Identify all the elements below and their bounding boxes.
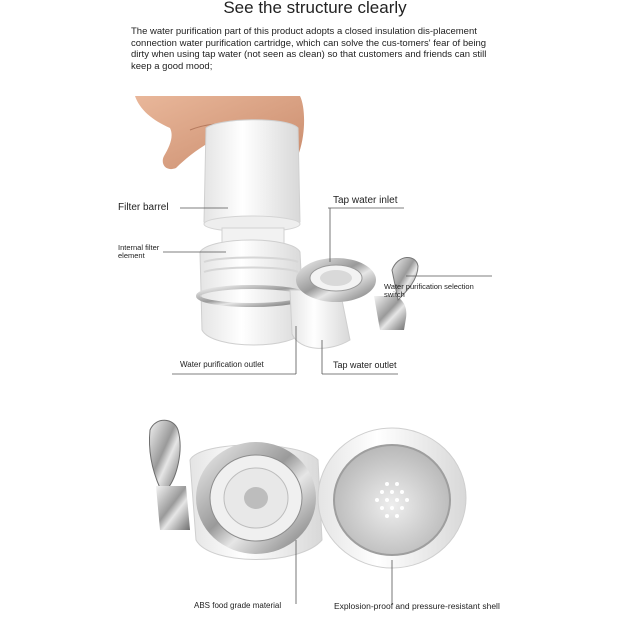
description-text: The water purification part of this product adopts a closed insulation dis-placement connection water purification cartridge, which can solve the cus-tomers' fear of being dirty when using tap water (not seen as clean) so that customers and friends can still keep a good mood; [131, 26, 487, 72]
label-filter-barrel: Filter barrel [118, 202, 169, 213]
page-title: See the structure clearly [223, 0, 407, 17]
label-water-purification-outlet: Water purification outlet [180, 360, 264, 369]
label-tap-water-inlet: Tap water inlet [333, 195, 398, 206]
bottom-faucet-image [149, 420, 322, 559]
label-tap-water-outlet: Tap water outlet [333, 360, 397, 370]
label-abs-food-grade-material: ABS food grade material [194, 601, 282, 610]
filter-barrel-image [204, 120, 300, 232]
label-internal-filter-element: Internal filter element [118, 243, 160, 260]
label-explosion-proof-shell: Explosion-proof and pressure-resistant shell [334, 601, 500, 611]
bottom-cup-image [318, 428, 466, 568]
label-water-purification-selection-switch: Water purification selection switch [384, 282, 474, 299]
